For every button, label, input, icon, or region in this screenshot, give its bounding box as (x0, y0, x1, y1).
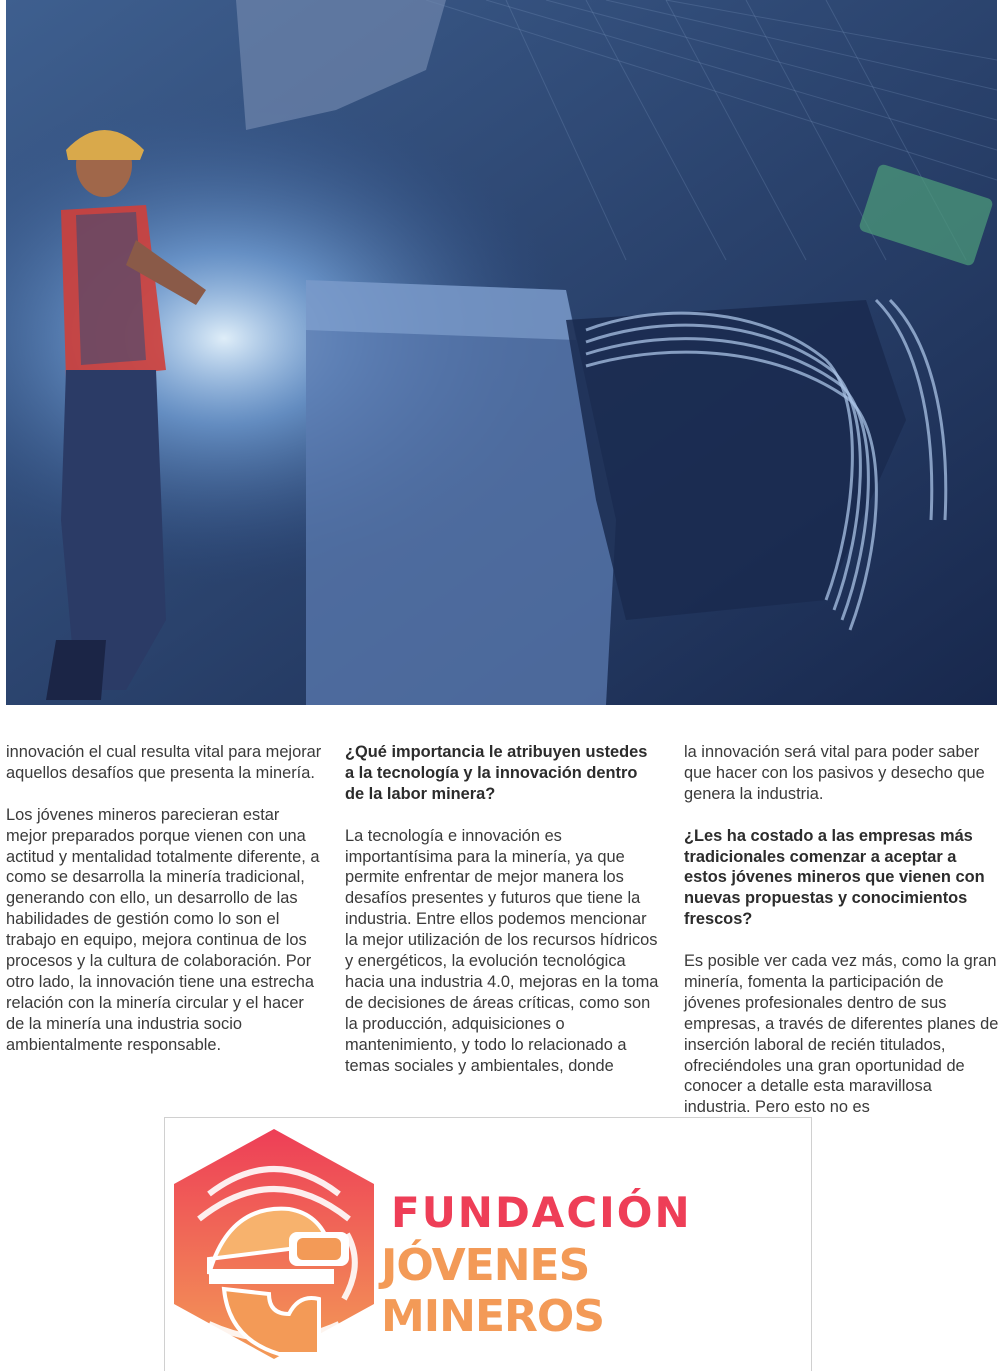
logo-text-fundacion: FUNDACIÓN (391, 1188, 692, 1237)
paragraph: Es posible ver cada vez más, como la gran minería, fomenta la participación de jóvenes profesionales dentro de sus empresas, a través de diferentes planes de inserción laboral de recién titulados, ofreciéndoles una gran oportunidad de conocer a detalle esta maravillosa industria. Pero esto no es (684, 952, 999, 1117)
interview-question: ¿Les ha costado a las empresas más tradicionales comenzar a aceptar a estos jóvenes mineros que vienen con nuevas propuestas y conocimientos frescos? (684, 826, 985, 929)
paragraph: innovación el cual resulta vital para mejorar aquellos desafíos que presenta la minería. (6, 743, 322, 782)
article-column-3 (684, 742, 1000, 1139)
miner-helmet-hexagon-icon (169, 1124, 379, 1364)
interview-question: ¿Qué importancia le atribuyen ustedes a la tecnología y la innovación dentro de la labor minera? (345, 743, 648, 803)
hero-photo (6, 0, 997, 705)
logo-text-jovenes-mineros: JÓVENES MINEROS (381, 1240, 605, 1342)
paragraph: La tecnología e innovación es importantísima para la minería, ya que permite enfrentar de mejor manera los desafíos presentes y futuros que tiene la industria. Entre ellos podemos mencionar la mejor utilización de los recursos hídricos y energéticos, la evolución tecnológica hacia una industria 4.0, mejoras en la toma de decisiones de áreas críticas, como son la producción, adquisiciones o mantenimiento, y todo lo relacionado a temas sociales y ambientales, donde (345, 826, 659, 1075)
article-column-2 (345, 742, 661, 1097)
paragraph: Los jóvenes mineros parecieran estar mejor preparados porque vienen con una actitud y mentalidad totalmente diferente, a como se desarrolla la minería tradicional, generando con ello, un desarrollo de las habilidades de gestión como lo son el trabajo en equipo, mejora continua de los procesos y la cultura de colaboración. Por otro lado, la innovación tiene una estrecha relación con la minería circular y el hacer de la minería una industria socio ambientalmente responsable. (6, 805, 320, 1054)
article-column-1 (6, 742, 322, 1076)
foundation-logo (164, 1117, 812, 1371)
mining-tunnel-photo-icon (6, 0, 997, 705)
paragraph: la innovación será vital para poder saber que hacer con los pasivos y desecho que genera la industria. (684, 743, 985, 803)
